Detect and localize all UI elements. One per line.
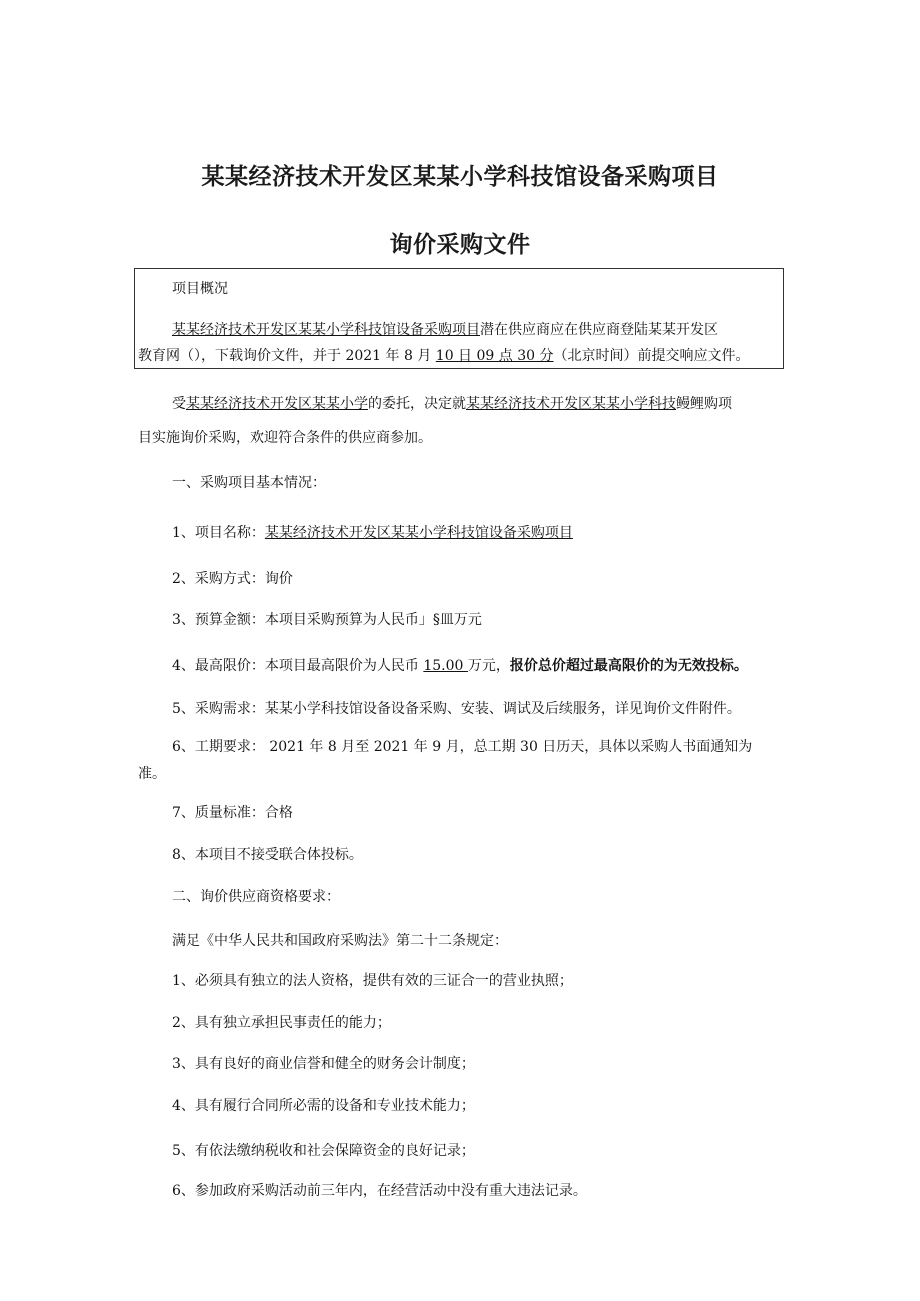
item-4-text-b: 万元， bbox=[467, 658, 510, 674]
overview-heading: 项目概况 bbox=[172, 281, 228, 297]
qualification-item-5: 5、有依法缴纳税收和社会保障资金的良好记录； bbox=[172, 1143, 475, 1159]
qualification-item-2: 2、具有独立承担民事责任的能力； bbox=[172, 1015, 391, 1031]
intro-paragraph-line-1 bbox=[172, 394, 732, 414]
section-1-item-3: 3、预算金额：本项目采购预算为人民币」§皿万元 bbox=[172, 612, 482, 628]
section-1-item-6-line-2: 准。 bbox=[138, 766, 166, 782]
section-1-item-5: 5、采购需求：某某小学科技馆设备设备采购、安装、调试及后续服务，详见询价文件附件。 bbox=[172, 701, 741, 717]
section-1-item-4 bbox=[172, 656, 748, 676]
intro-text-b: 的委托，决定就 bbox=[368, 396, 466, 412]
intro-project: 某某经济技术开发区某某小学科技 bbox=[466, 396, 676, 412]
intro-text-c: 鳗鲤购项 bbox=[676, 396, 732, 412]
intro-text-a: 受 bbox=[172, 396, 186, 412]
qualification-item-6: 6、参加政府采购活动前三年内，在经营活动中没有重大违法记录。 bbox=[172, 1183, 587, 1199]
qualification-item-3: 3、具有良好的商业信誉和健全的财务会计制度； bbox=[172, 1056, 475, 1072]
item-4-amount: 15.00 bbox=[423, 658, 468, 674]
document-title: 某某经济技术开发区某某小学科技馆设备采购项目 bbox=[201, 164, 719, 190]
overview-line-2-a: 教育网（），下载询价文件，并于 2021 年 8 月 bbox=[138, 348, 436, 364]
section-1-item-1 bbox=[172, 523, 573, 543]
section-1-item-6-line-1: 6、工期要求： 2021 年 8 月至 2021 年 9 月，总工期 30 日历天，具体以采购人书面通知为 bbox=[172, 739, 753, 755]
section-1-item-7: 7、质量标准：合格 bbox=[172, 805, 293, 821]
overview-line-1 bbox=[172, 320, 718, 340]
item-1-project-name: 某某经济技术开发区某某小学科技馆设备采购项目 bbox=[264, 525, 573, 541]
item-1-label: 1、项目名称： bbox=[172, 525, 265, 541]
overview-deadline: 10 日 09 点 30 分 bbox=[435, 348, 554, 364]
overview-line-2-b: （北京时间）前提交响应文件。 bbox=[553, 348, 750, 364]
section-1-item-2: 2、采购方式：询价 bbox=[172, 571, 293, 587]
item-4-bold-note: 报价总价超过最高限价的为无效投标。 bbox=[509, 658, 748, 674]
document-subtitle: 询价采购文件 bbox=[389, 232, 531, 258]
overview-project-name: 某某经济技术开发区某某小学科技馆设备采购项目 bbox=[172, 322, 480, 338]
intro-client: 某某经济技术开发区某某小学 bbox=[186, 396, 368, 412]
qualification-item-4: 4、具有履行合同所必需的设备和专业技术能力； bbox=[172, 1098, 475, 1114]
item-4-text-a: 4、最高限价：本项目最高限价为人民币 bbox=[172, 658, 424, 674]
overview-line-1-rest: 潜在供应商应在供应商登陆某某开发区 bbox=[480, 322, 718, 338]
intro-paragraph-line-2: 目实施询价采购，欢迎符合条件的供应商参加。 bbox=[138, 430, 432, 446]
overview-line-2 bbox=[138, 346, 750, 366]
section-2-heading: 二、询价供应商资格要求： bbox=[172, 889, 340, 905]
section-1-item-8: 8、本项目不接受联合体投标。 bbox=[172, 847, 363, 863]
section-2-intro: 满足《中华人民共和国政府采购法》第二十二条规定： bbox=[172, 933, 508, 949]
section-1-heading: 一、采购项目基本情况： bbox=[172, 475, 326, 491]
qualification-item-1: 1、必须具有独立的法人资格，提供有效的三证合一的营业执照； bbox=[172, 973, 573, 989]
